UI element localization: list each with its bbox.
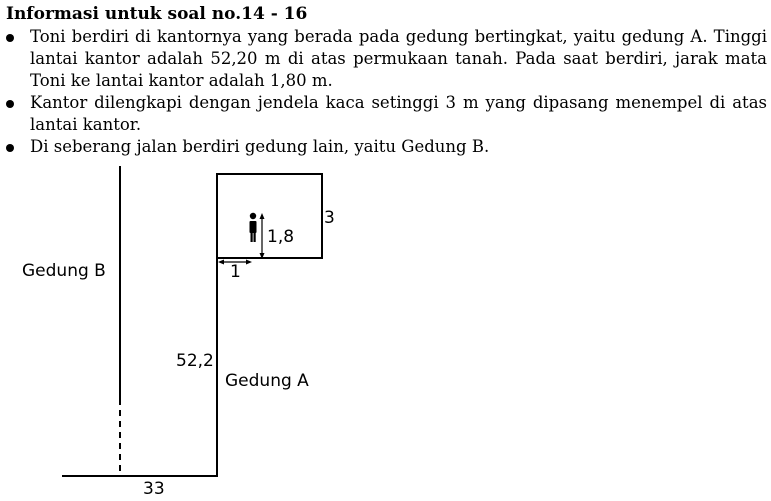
window-height-label: 3 — [324, 208, 335, 228]
eye-height-label: 1,8 — [267, 227, 295, 247]
person-icon — [250, 213, 257, 242]
eye-height-arrow — [260, 213, 265, 259]
bullet-text: Kantor dilengkapi dengan jendela kaca setinggi 3 m yang dipasang menempel di atas lantai kantor. — [30, 93, 767, 134]
floor-height-label: 52,2 — [176, 351, 214, 371]
section-heading: Informasi untuk soal no.14 - 16 — [6, 4, 308, 24]
bullet-text: Toni berdiri di kantornya yang berada pada gedung bertingkat, yaitu gedung A. Tinggi lantai kantor adalah 52,20 m di atas permukaan tanah. Pada saat berdiri, jarak mata Toni ke lantai kantor adalah 1,80 m. — [30, 27, 767, 90]
street-width-label: 33 — [143, 479, 165, 499]
distance-to-window-label: 1 — [230, 262, 241, 282]
building-b-label: Gedung B — [22, 261, 106, 281]
building-a-label: Gedung A — [225, 371, 309, 391]
bullet-text: Di seberang jalan berdiri gedung lain, yaitu Gedung B. — [30, 137, 490, 156]
